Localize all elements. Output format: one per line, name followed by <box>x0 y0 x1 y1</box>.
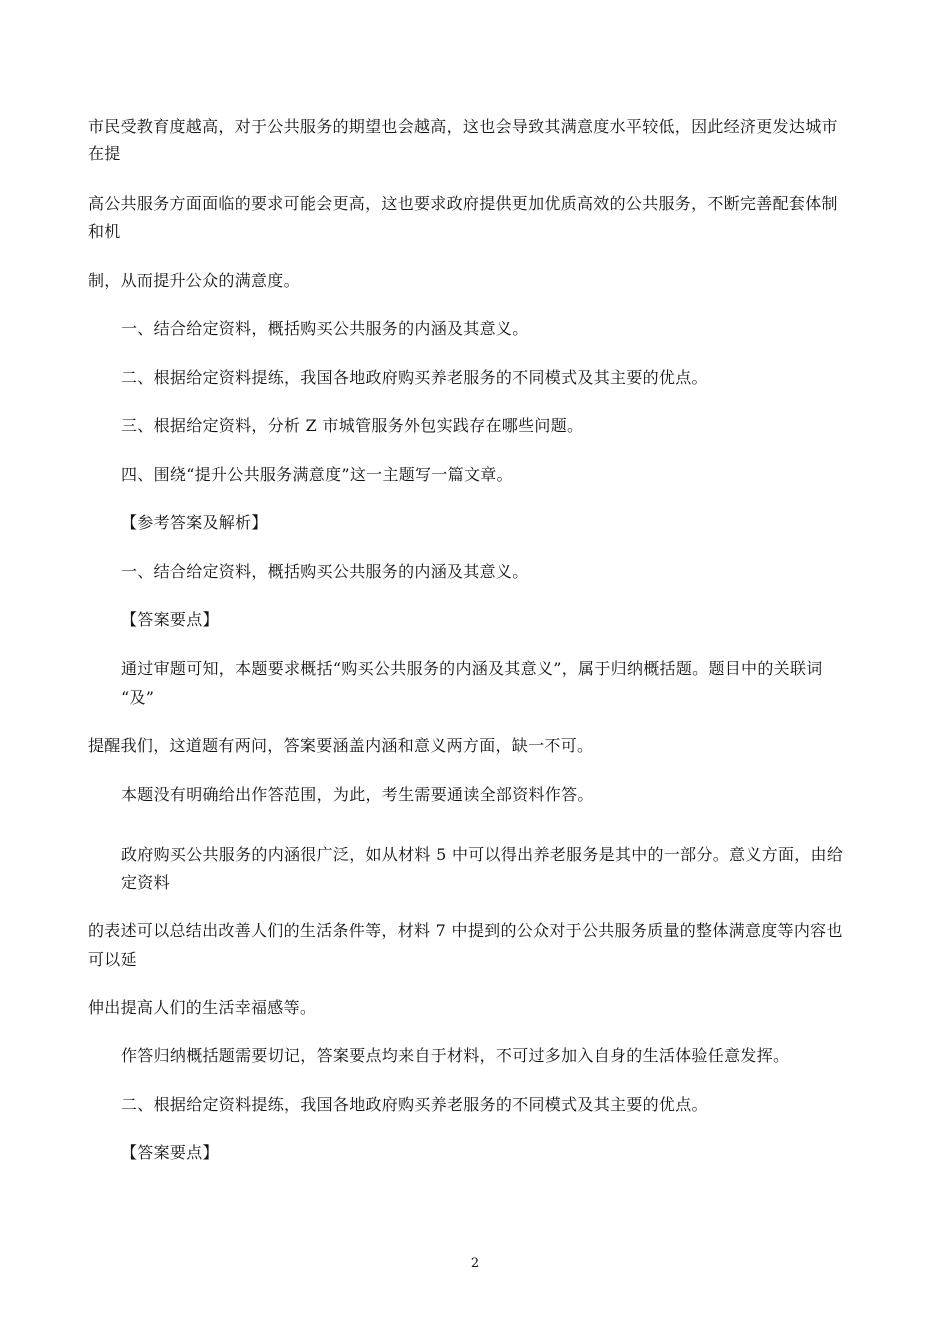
question-line: 一、结合给定资料，概括购买公共服务的内涵及其意义。 <box>121 562 529 581</box>
question-line: 一、结合给定资料，概括购买公共服务的内涵及其意义。 <box>121 319 529 338</box>
question-line: 二、根据给定资料提练，我国各地政府购买养老服务的不同模式及其主要的优点。 <box>121 1095 708 1114</box>
body-text-line: 高公共服务方面面临的要求可能会更高，这也要求政府提供更加优质高效的公共服务，不断完善配套体制 <box>88 194 838 213</box>
answer-heading: 【答案要点】 <box>121 1143 219 1162</box>
body-text-line: 和机 <box>88 222 121 241</box>
body-text-line: 本题没有明确给出作答范围，为此，考生需要通读全部资料作答。 <box>121 785 594 804</box>
body-text-line: 作答归纳概括题需要切记，答案要点均来自于材料，不可过多加入自身的生活体验任意发挥。 <box>121 1046 790 1065</box>
body-text-line: 的表述可以总结出改善人们的生活条件等，材料 7 中提到的公众对于公共服务质量的整体满意度等内容也 <box>88 921 843 940</box>
answer-heading: 【答案要点】 <box>121 610 219 629</box>
question-line: 四、围绕“提升公共服务满意度”这一主题写一篇文章。 <box>121 465 513 484</box>
body-text-line: “及” <box>121 688 155 707</box>
body-text-line: 可以延 <box>88 950 137 969</box>
body-text-line: 制，从而提升公众的满意度。 <box>88 271 300 290</box>
page-number: 2 <box>470 1256 480 1271</box>
section-heading: 【参考答案及解析】 <box>121 513 268 532</box>
body-text-line: 政府购买公共服务的内涵很广泛，如从材料 5 中可以得出养老服务是其中的一部分。意义方面，由给 <box>121 845 844 864</box>
body-text-line: 提醒我们，这道题有两问，答案要涵盖内涵和意义两方面，缺一不可。 <box>88 736 594 755</box>
body-text-line: 伸出提高人们的生活幸福感等。 <box>88 998 317 1017</box>
question-line: 二、根据给定资料提练，我国各地政府购买养老服务的不同模式及其主要的优点。 <box>121 368 708 387</box>
body-text-line: 在提 <box>88 144 121 163</box>
body-text-line: 市民受教育度越高，对于公共服务的期望也会越高，这也会导致其满意度水平较低，因此经济更发达城市 <box>88 117 838 136</box>
body-text-line: 通过审题可知，本题要求概括“购买公共服务的内涵及其意义”，属于归纳概括题。题目中的关联词 <box>121 659 823 678</box>
body-text-line: 定资料 <box>121 873 170 892</box>
question-line: 三、根据给定资料，分析 Z 市城管服务外包实践存在哪些问题。 <box>121 416 584 435</box>
